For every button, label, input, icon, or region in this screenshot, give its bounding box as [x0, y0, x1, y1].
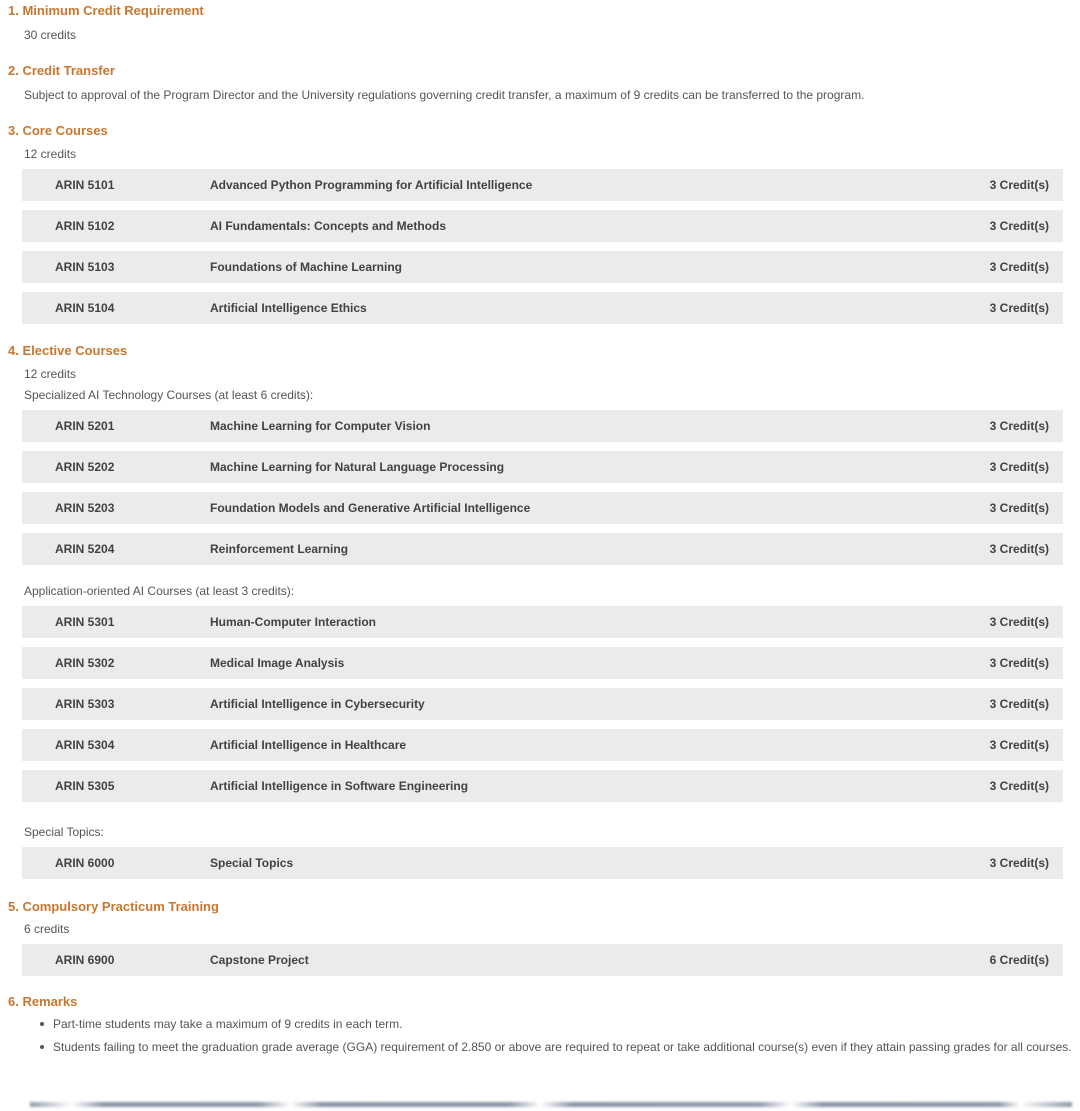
- course-row[interactable]: [22, 210, 1063, 242]
- elective-group1-table: [22, 410, 1063, 565]
- course-credits: 3 Credit(s): [989, 856, 1049, 870]
- course-title: Medical Image Analysis: [210, 656, 345, 670]
- course-code: ARIN 5304: [55, 738, 115, 752]
- course-title: Artificial Intelligence Ethics: [210, 301, 367, 315]
- practicum-credits: 6 credits: [24, 922, 70, 936]
- course-row[interactable]: [22, 688, 1063, 720]
- course-credits: 3 Credit(s): [989, 219, 1049, 233]
- course-row[interactable]: [22, 606, 1063, 638]
- core-courses-credits: 12 credits: [24, 147, 77, 161]
- elective-group3-table: [22, 847, 1063, 879]
- course-row[interactable]: [22, 647, 1063, 679]
- course-code: ARIN 5201: [55, 419, 115, 433]
- section-heading-minimum-credit: 1. Minimum Credit Requirement: [8, 3, 204, 18]
- course-title: Foundations of Machine Learning: [210, 260, 402, 274]
- course-title: Reinforcement Learning: [210, 542, 349, 556]
- course-title: Special Topics: [210, 856, 294, 870]
- course-credits: 3 Credit(s): [989, 615, 1049, 629]
- course-title: Foundation Models and Generative Artificial Intelligence: [210, 501, 531, 515]
- course-credits: 3 Credit(s): [989, 419, 1049, 433]
- remark-item: Part-time students may take a maximum of 9 credits in each term.: [40, 1017, 1080, 1031]
- credit-transfer-paragraph: Subject to approval of the Program Director and the University regulations governing credit transfer, a maximum of 9 credits can be transferred to the program.: [24, 88, 865, 102]
- course-row[interactable]: [22, 770, 1063, 802]
- course-code: ARIN 6000: [55, 856, 115, 870]
- course-code: ARIN 5305: [55, 779, 115, 793]
- elective-group2-table: [22, 606, 1063, 802]
- elective-courses-credits: 12 credits: [24, 367, 77, 381]
- course-title: Machine Learning for Computer Vision: [210, 419, 431, 433]
- course-code: ARIN 5301: [55, 615, 115, 629]
- course-code: ARIN 5103: [55, 260, 115, 274]
- course-title: Capstone Project: [210, 953, 309, 967]
- course-row[interactable]: [22, 451, 1063, 483]
- course-code: ARIN 5102: [55, 219, 115, 233]
- course-row[interactable]: [22, 492, 1063, 524]
- course-credits: 3 Credit(s): [989, 656, 1049, 670]
- course-row[interactable]: [22, 410, 1063, 442]
- course-code: ARIN 5302: [55, 656, 115, 670]
- course-credits: 3 Credit(s): [989, 460, 1049, 474]
- course-row[interactable]: [22, 944, 1063, 976]
- course-code: ARIN 6900: [55, 953, 115, 967]
- section-heading-core-courses: 3. Core Courses: [8, 123, 108, 138]
- course-credits: 3 Credit(s): [989, 178, 1049, 192]
- course-title: Artificial Intelligence in Cybersecurity: [210, 697, 425, 711]
- course-row[interactable]: [22, 847, 1063, 879]
- course-row[interactable]: [22, 533, 1063, 565]
- section-heading-remarks: 6. Remarks: [8, 994, 78, 1009]
- course-title: Artificial Intelligence in Healthcare: [210, 738, 407, 752]
- section-heading-elective-courses: 4. Elective Courses: [8, 343, 128, 358]
- course-credits: 3 Credit(s): [989, 542, 1049, 556]
- course-credits: 6 Credit(s): [989, 953, 1049, 967]
- course-credits: 3 Credit(s): [989, 738, 1049, 752]
- course-code: ARIN 5101: [55, 178, 115, 192]
- course-code: ARIN 5202: [55, 460, 115, 474]
- minimum-credit-value: 30 credits: [24, 28, 77, 42]
- course-row[interactable]: [22, 729, 1063, 761]
- elective-group1-label: Specialized AI Technology Courses (at least 6 credits):: [24, 388, 314, 402]
- course-row[interactable]: [22, 169, 1063, 201]
- course-code: ARIN 5303: [55, 697, 115, 711]
- course-row[interactable]: [22, 292, 1063, 324]
- elective-group2-label: Application-oriented AI Courses (at least 3 credits):: [24, 584, 295, 598]
- course-row[interactable]: [22, 251, 1063, 283]
- course-title: AI Fundamentals: Concepts and Methods: [210, 219, 447, 233]
- course-code: ARIN 5204: [55, 542, 115, 556]
- course-credits: 3 Credit(s): [989, 501, 1049, 515]
- remarks-list: [40, 1017, 1080, 1054]
- course-credits: 3 Credit(s): [989, 697, 1049, 711]
- course-title: Human-Computer Interaction: [210, 615, 377, 629]
- course-title: Machine Learning for Natural Language Processing: [210, 460, 505, 474]
- course-title: Artificial Intelligence in Software Engineering: [210, 779, 469, 793]
- course-credits: 3 Credit(s): [989, 301, 1049, 315]
- section-heading-practicum: 5. Compulsory Practicum Training: [8, 899, 219, 914]
- core-courses-table: [22, 169, 1063, 324]
- elective-group3-label: Special Topics:: [24, 825, 104, 839]
- clipped-bottom-text-line: [30, 1102, 1072, 1107]
- curriculum-page: [0, 4, 1080, 1111]
- course-code: ARIN 5203: [55, 501, 115, 515]
- course-credits: 3 Credit(s): [989, 260, 1049, 274]
- course-title: Advanced Python Programming for Artificial Intelligence: [210, 178, 533, 192]
- course-credits: 3 Credit(s): [989, 779, 1049, 793]
- remark-item: Students failing to meet the graduation grade average (GGA) requirement of 2.850 or above are required to repeat or take additional course(s) even if they attain passing grades for all courses.: [40, 1040, 1080, 1054]
- course-code: ARIN 5104: [55, 301, 115, 315]
- practicum-table: [22, 944, 1063, 976]
- section-heading-credit-transfer: 2. Credit Transfer: [8, 63, 115, 78]
